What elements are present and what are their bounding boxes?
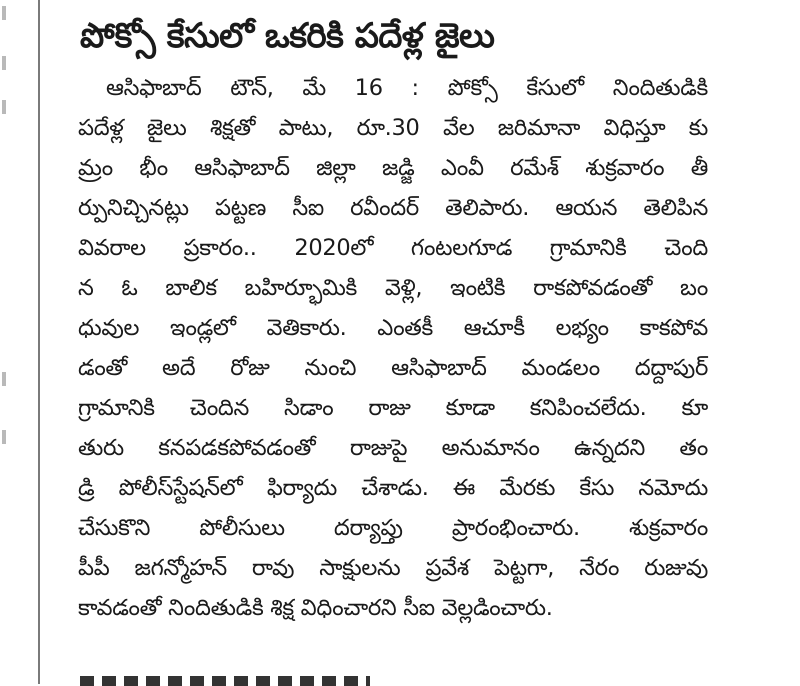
margin-mark [2,56,6,70]
body-line: పదేళ్ల జైలు శిక్షతో పాటు, రూ.30 వేల జరిమానా విధిస్తూ కు [78,115,708,141]
body-line: ర్పునిచ్చినట్లు పట్టణ సీఐ రవీందర్ తెలిపారు. ఆయన తెలిపిన [78,195,708,221]
margin-mark [2,100,6,114]
body-line: తురు కనపడకపోవడంతో రాజుపై అనుమానం ఉన్నదని తం [78,435,708,461]
body-line: డంతో అదే రోజు నుంచి ఆసిఫాబాద్ మండలం దద్దాపుర్ [78,355,708,381]
body-line: చేసుకొని పోలీసులు దర్యాప్తు ప్రారంభించారు. శుక్రవారం [78,515,708,541]
article-headline: పోక్సో కేసులో ఒకరికి పదేళ్ల జైలు [80,16,495,56]
body-line: కావడంతో నిందితుడికి శిక్ష విధించారని సీఐ వెల్లడించారు. [78,595,553,621]
left-margin [0,0,10,684]
body-line: వివరాల ప్రకారం.. 2020లో గంటలగూడ గ్రామానికి చెంది [78,235,708,261]
news-article [78,12,708,628]
body-line: పీపీ జగన్మోహన్ రావు సాక్షులను ప్రవేశ పెట్టగా, నేరం రుజువు [78,555,708,581]
margin-mark [2,372,6,386]
body-line: ధువుల ఇండ్లలో వెతికారు. ఎంతకీ ఆచూకీ లభ్యం కాకపోవ [78,315,708,341]
margin-mark [2,6,6,20]
body-line: న ఓ బాలిక బహిర్భూమికి వెళ్లి, ఇంటికి రాకపోవడంతో బం [78,275,708,301]
column-divider [38,0,40,684]
body-line: డ్రి పోలీస్‌స్టేషన్‌లో ఫిర్యాదు చేశాడు. ఈ మేరకు కేసు నమోదు [78,475,708,501]
body-line: మ్రం భీం ఆసిఫాబాద్ జిల్లా జడ్జి ఎంవీ రమేశ్ శుక్రవారం తీ [78,155,708,181]
body-line: ఆసిఫాబాద్ టౌన్, మే 16 : పోక్సో కేసులో నిందితుడికి [106,75,708,101]
margin-mark [2,430,6,444]
body-line: గ్రామానికి చెందిన సిడాం రాజు కూడా కనిపించలేదు. కూ [78,395,708,421]
article-body [78,68,708,628]
